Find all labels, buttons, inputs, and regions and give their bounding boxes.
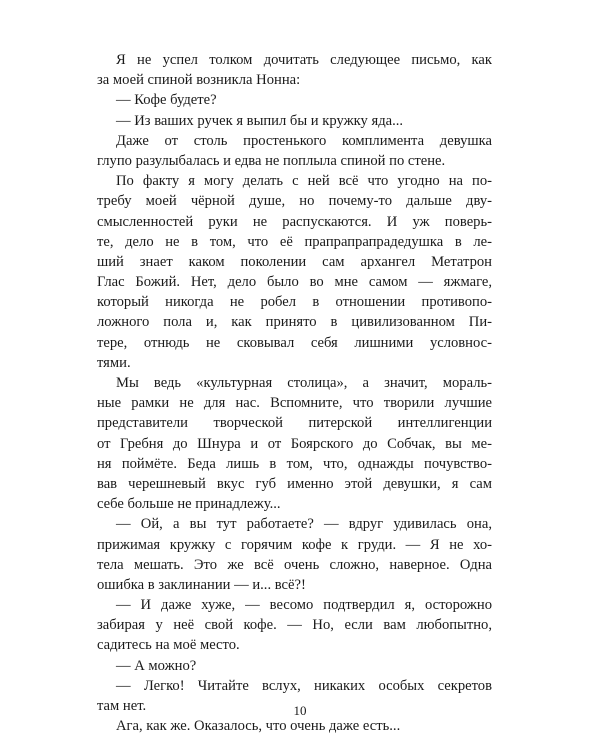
text-line: те, дело не в том, что её прапрапрапрадедушка в ле- <box>97 233 492 250</box>
text-line: забирая у неё свой кофе. — Но, если вам любопытно, <box>97 617 492 634</box>
text-line: ня поймёте. Беда лишь в том, что, однажды почувство- <box>97 455 492 472</box>
text-line: вав черешневый вкус губ именно этой девушки, я сам <box>97 475 492 492</box>
text-line: Даже от столь простенького комплимента девушка <box>116 132 492 149</box>
text-line: — Из ваших ручек я выпил бы и кружку яда... <box>116 112 404 129</box>
paragraph <box>97 595 492 656</box>
text-line: Ага, как же. Оказалось, что очень даже есть... <box>116 718 401 735</box>
text-line: требу моей чёрной душе, но почему-то дальше дву- <box>97 193 492 210</box>
text-line: Глас Божий. Нет, дело было во мне самом — яжмаге, <box>97 274 492 291</box>
book-page-body <box>97 50 492 736</box>
paragraph <box>97 111 492 131</box>
paragraph <box>97 50 492 90</box>
text-line: — А можно? <box>116 657 197 674</box>
paragraph <box>97 131 492 171</box>
text-line: По факту я могу делать с ней всё что угодно на по- <box>116 173 492 190</box>
paragraph <box>97 90 492 110</box>
text-line: себе больше не принадлежу... <box>97 496 281 513</box>
text-line: от Гребня до Шнура и от Боярского до Собчак, вы ме- <box>97 435 492 452</box>
text-line: садитесь на моё место. <box>97 637 240 654</box>
text-line: Я не успел толком дочитать следующее письмо, как <box>116 52 492 68</box>
text-line: тями. <box>97 354 131 371</box>
text-line: за моей спиной возникла Нонна: <box>97 72 301 89</box>
text-line: — Кофе будете? <box>116 92 217 109</box>
text-line: там нет. <box>97 698 147 714</box>
paragraph <box>97 171 492 373</box>
text-line: глупо разулыбалась и едва не поплыла спиной по стене. <box>97 152 446 169</box>
text-line: — Ой, а вы тут работаете? — вдруг удивилась она, <box>116 516 492 533</box>
paragraph <box>97 373 492 514</box>
text-line: ший знает каком поколении сам архангел Метатрон <box>97 253 492 270</box>
text-line: тела мешать. Это же всё очень сложно, наверное. Одна <box>97 556 492 573</box>
text-line: — И даже хуже, — весомо подтвердил я, осторожно <box>116 597 492 614</box>
text-line: ложного пола и, как принято в цивилизованном Пи- <box>97 314 492 331</box>
text-line: — Легко! Читайте вслух, никаких особых секретов <box>116 677 492 694</box>
text-line: ошибка в заклинании — и... всё?! <box>97 576 306 593</box>
text-line: ные рамки не для нас. Вспомните, что творили лучшие <box>97 395 492 412</box>
text-line: прижимая кружку с горячим кофе к груди. — Я не хо- <box>97 536 492 553</box>
text-line: тере, отнюдь не сковывал себя лишними условнос- <box>97 334 492 351</box>
text-line: представители творческой питерской интеллигенции <box>97 415 492 432</box>
page-number: 10 <box>293 703 307 718</box>
text-line: Мы ведь «культурная столица», а значит, мораль- <box>116 375 492 391</box>
paragraph <box>97 514 492 595</box>
text-line: который никогда не робел в отношении противопо- <box>97 294 492 311</box>
text-line: смысленностей руки не распускаются. И уж поверь- <box>97 213 492 230</box>
paragraph <box>97 656 492 676</box>
paragraph <box>97 716 492 736</box>
